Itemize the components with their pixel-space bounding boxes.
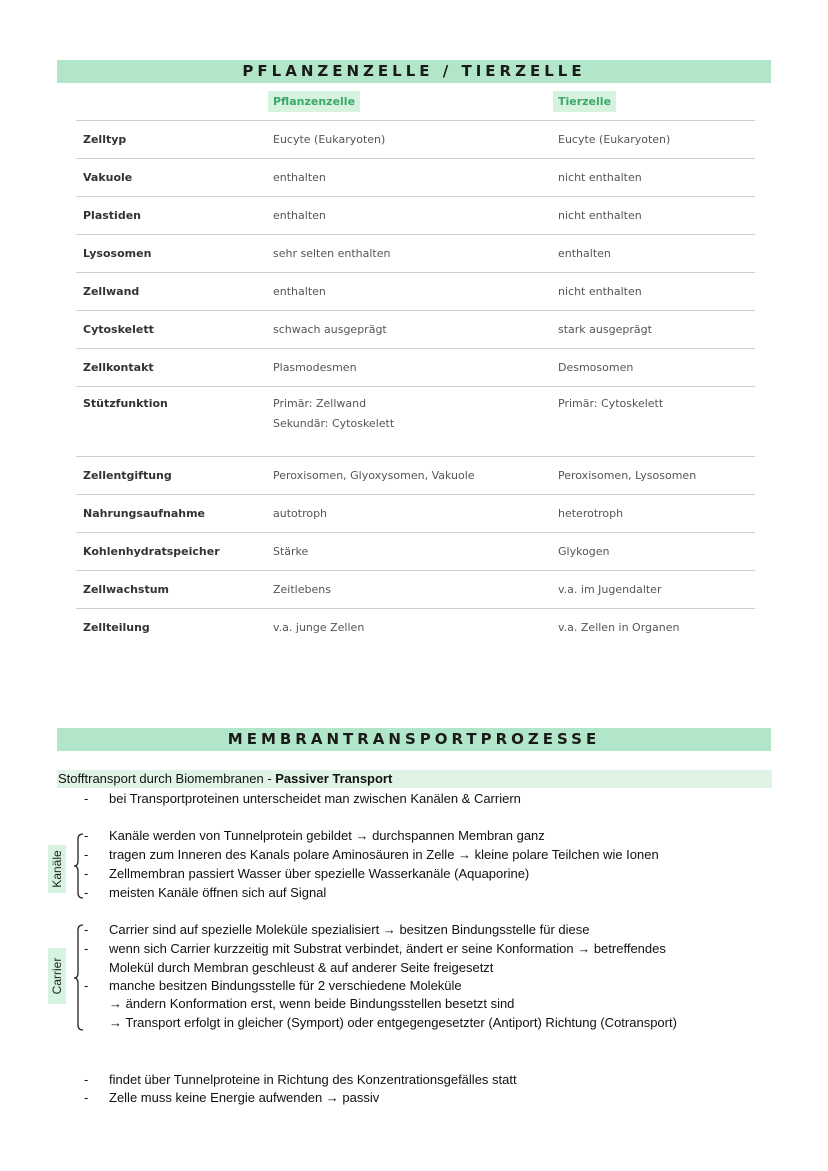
- plant-cell: enthalten: [266, 273, 551, 311]
- membrane-transport-title: MEMBRANTRANSPORTPROZESSE: [57, 728, 771, 751]
- subtitle-bold: Passiver Transport: [275, 771, 393, 786]
- plant-cell: autotroph: [266, 495, 551, 533]
- feature-cell: Zelltyp: [76, 121, 266, 159]
- animal-cell: enthalten: [551, 235, 755, 273]
- feature-cell: Vakuole: [76, 159, 266, 197]
- plant-cell-line: Primär: Zellwand: [273, 397, 367, 410]
- table-row: [76, 457, 755, 495]
- plant-cell: Stärke: [266, 533, 551, 571]
- table-row: [76, 533, 755, 571]
- animal-cell: Glykogen: [551, 533, 755, 571]
- plant-cell: enthalten: [266, 159, 551, 197]
- feature-cell: Nahrungsaufnahme: [76, 495, 266, 533]
- table-row: [76, 349, 755, 387]
- carrier-continuation: → ändern Konformation erst, wenn beide Bindungsstellen besetzt sind: [109, 996, 515, 1011]
- plant-cell: v.a. junge Zellen: [266, 609, 551, 647]
- feature-cell: Zellwand: [76, 273, 266, 311]
- animal-cell: v.a. Zellen in Organen: [551, 609, 755, 647]
- table-row: [76, 235, 755, 273]
- carrier-label: Carrier: [48, 948, 66, 1004]
- animal-cell: v.a. im Jugendalter: [551, 571, 755, 609]
- animal-cell: Primär: Cytoskelett: [551, 387, 755, 457]
- feature-cell: Kohlenhydratspeicher: [76, 533, 266, 571]
- plant-cell: Plasmodesmen: [266, 349, 551, 387]
- kanaele-label: Kanäle: [48, 845, 66, 893]
- carrier-continuation: Molekül durch Membran geschleust & auf anderer Seite freigesetzt: [109, 960, 494, 975]
- passive-transport-subtitle: [57, 770, 772, 788]
- animal-cell: heterotroph: [551, 495, 755, 533]
- animal-cell: Eucyte (Eukaryoten): [551, 121, 755, 159]
- animal-cell: Peroxisomen, Lysosomen: [551, 457, 755, 495]
- feature-cell: Zellkontakt: [76, 349, 266, 387]
- table-row: [76, 197, 755, 235]
- feature-cell: Plastiden: [76, 197, 266, 235]
- table-row: [76, 495, 755, 533]
- feature-cell: Cytoskelett: [76, 311, 266, 349]
- feature-cell: Zellwachstum: [76, 571, 266, 609]
- feature-cell: Lysosomen: [76, 235, 266, 273]
- plant-cell: sehr selten enthalten: [266, 235, 551, 273]
- plant-cell-line: Sekundär: Cytoskelett: [273, 417, 395, 430]
- carrier-continuation: → Transport erfolgt in gleicher (Symport) oder entgegengesetzter (Antiport) Richtung (Cotransport): [109, 1015, 677, 1030]
- carrier-brace: [74, 924, 84, 1032]
- column-header-animal: Tierzelle: [553, 91, 616, 112]
- subtitle-prefix: Stofftransport durch Biomembranen -: [58, 771, 276, 786]
- plant-cell: Peroxisomen, Glyoxysomen, Vakuole: [266, 457, 551, 495]
- animal-cell: nicht enthalten: [551, 273, 755, 311]
- cell-comparison-title: PFLANZENZELLE / TIERZELLE: [57, 60, 771, 83]
- feature-cell: Stützfunktion: [76, 387, 266, 457]
- table-row: [76, 159, 755, 197]
- table-row: [76, 609, 755, 647]
- kanaele-brace: [74, 833, 84, 899]
- animal-cell: Desmosomen: [551, 349, 755, 387]
- table-row: [76, 571, 755, 609]
- plant-cell: [266, 387, 551, 457]
- plant-cell: Eucyte (Eukaryoten): [266, 121, 551, 159]
- plant-cell: enthalten: [266, 197, 551, 235]
- column-header-plant: Pflanzenzelle: [268, 91, 360, 112]
- table-row: [76, 121, 755, 159]
- animal-cell: nicht enthalten: [551, 197, 755, 235]
- plant-cell: Zeitlebens: [266, 571, 551, 609]
- feature-cell: Zellentgiftung: [76, 457, 266, 495]
- cell-comparison-table: [76, 120, 755, 646]
- feature-cell: Zellteilung: [76, 609, 266, 647]
- table-row: [76, 273, 755, 311]
- table-row: [76, 311, 755, 349]
- plant-cell: schwach ausgeprägt: [266, 311, 551, 349]
- animal-cell: nicht enthalten: [551, 159, 755, 197]
- animal-cell: stark ausgeprägt: [551, 311, 755, 349]
- table-row: [76, 387, 755, 457]
